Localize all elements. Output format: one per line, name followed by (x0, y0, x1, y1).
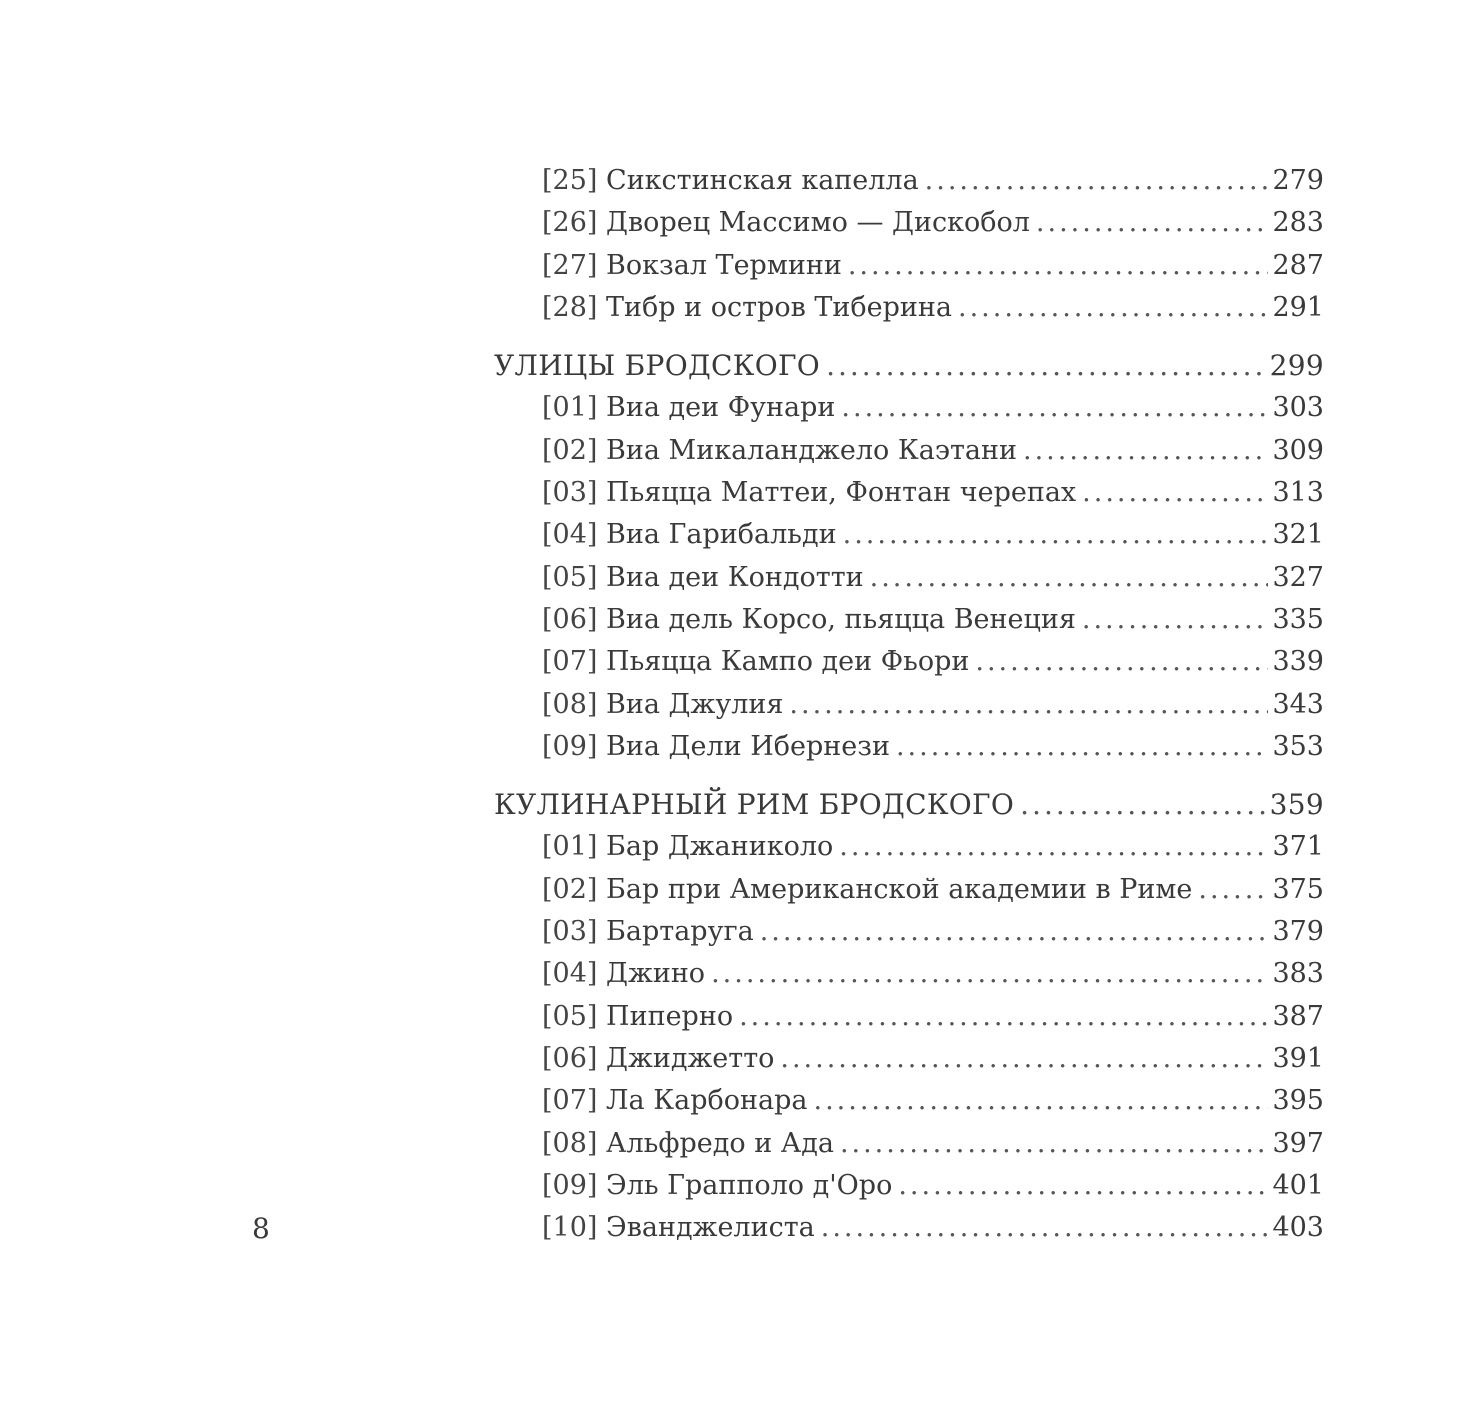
entry-page: 397 (1272, 1127, 1324, 1159)
toc-entry (494, 684, 1324, 726)
entry-page: 379 (1272, 916, 1324, 948)
dot-leader (1020, 784, 1266, 826)
dot-leader (1023, 430, 1268, 472)
entry-title: Ла Карбонара (606, 1085, 808, 1117)
dot-leader (896, 726, 1268, 768)
dot-leader (975, 641, 1268, 683)
entry-title: Сикстинская капелла (606, 165, 919, 196)
entry-number: [04] (542, 519, 598, 551)
entry-number: [03] (542, 477, 598, 509)
toc-entry (494, 387, 1324, 429)
entry-title: Пьяцца Кампо деи Фьори (606, 646, 970, 678)
toc-entry (494, 160, 1324, 202)
entry-page: 375 (1272, 873, 1324, 905)
entry-page: 343 (1272, 688, 1324, 720)
entry-title: Джиджетто (606, 1042, 775, 1074)
entry-number: [09] (542, 1169, 598, 1201)
entry-page: 391 (1272, 1042, 1324, 1074)
dot-leader (821, 1207, 1269, 1249)
toc-entry (494, 287, 1324, 329)
entry-page: 401 (1272, 1169, 1324, 1201)
dot-leader (848, 245, 1269, 287)
entry-page: 395 (1272, 1085, 1324, 1117)
toc-entry (494, 1080, 1324, 1122)
entry-page: 309 (1272, 434, 1324, 466)
entry-page: 387 (1272, 1000, 1324, 1032)
entry-number: [28] (542, 291, 598, 323)
toc-entry (494, 472, 1324, 514)
toc-entry (494, 953, 1324, 995)
entry-page: 335 (1272, 603, 1324, 635)
entry-page: 371 (1272, 831, 1324, 863)
page-number: 8 (252, 1212, 270, 1245)
entry-number: [10] (542, 1212, 598, 1244)
dot-leader (826, 345, 1266, 387)
toc-entry (494, 726, 1324, 768)
entry-title: Виа Микаланджело Каэтани (606, 434, 1017, 466)
entry-title: Бар Джаниколо (606, 831, 834, 863)
entry-title: Пиперно (606, 1000, 734, 1032)
dot-leader (870, 557, 1269, 599)
entry-number: [05] (542, 1000, 598, 1032)
entry-page: 279 (1272, 165, 1324, 196)
entry-title: Тибр и остров Тиберина (606, 291, 952, 323)
section-title: КУЛИНАРНЫЙ РИМ БРОДСКОГО (494, 788, 1015, 822)
entry-number: [06] (542, 1042, 598, 1074)
entry-title: Пьяцца Маттеи, Фонтан черепах (606, 477, 1077, 509)
toc-entry (494, 557, 1324, 599)
toc-entry (494, 869, 1324, 911)
toc-entry (494, 430, 1324, 472)
entry-title: Бартаруга (606, 916, 754, 948)
entry-number: [06] (542, 603, 598, 635)
entry-number: [08] (542, 1127, 598, 1159)
section-page: 299 (1269, 349, 1324, 383)
dot-leader (789, 684, 1268, 726)
dot-leader (760, 911, 1269, 953)
entry-title: Виа деи Кондотти (606, 561, 864, 593)
entry-number: [02] (542, 434, 598, 466)
entry-page: 403 (1272, 1212, 1324, 1244)
dot-leader (780, 1038, 1268, 1080)
entry-number: [25] (542, 165, 598, 196)
entry-page: 383 (1272, 958, 1324, 990)
dot-leader (1198, 869, 1268, 911)
entry-number: [07] (542, 1085, 598, 1117)
entry-number: [27] (542, 249, 598, 281)
toc-entry (494, 1123, 1324, 1165)
section-page: 359 (1269, 788, 1324, 822)
entry-title: Эванджелиста (606, 1212, 815, 1244)
toc-entry (494, 514, 1324, 556)
entry-title: Эль Грапполо д'Оро (606, 1169, 893, 1201)
entry-page: 313 (1272, 477, 1324, 509)
entry-title: Дворец Массимо — Дискобол (606, 207, 1030, 239)
entry-number: [02] (542, 873, 598, 905)
dot-leader (739, 996, 1268, 1038)
entry-title: Виа Джулия (606, 688, 784, 720)
dot-leader (1082, 472, 1268, 514)
dot-leader (843, 514, 1269, 556)
entry-number: [08] (542, 688, 598, 720)
toc-entry (494, 911, 1324, 953)
toc-entry (494, 599, 1324, 641)
entry-title: Виа деи Фунари (606, 392, 836, 424)
toc-entry (494, 996, 1324, 1038)
entry-title: Альфредо и Ада (606, 1127, 834, 1159)
dot-leader (814, 1080, 1269, 1122)
entry-page: 287 (1272, 249, 1324, 281)
entry-page: 283 (1272, 207, 1324, 239)
toc-entry (494, 1038, 1324, 1080)
entry-page: 339 (1272, 646, 1324, 678)
entry-title: Джино (606, 958, 706, 990)
dot-leader (840, 1123, 1269, 1165)
entry-page: 291 (1272, 291, 1324, 323)
entry-title: Виа дель Корсо, пьяцца Венеция (606, 603, 1076, 635)
toc-entry (494, 641, 1324, 683)
dot-leader (1036, 202, 1269, 244)
entry-number: [26] (542, 207, 598, 239)
entry-number: [05] (542, 561, 598, 593)
entry-page: 303 (1272, 392, 1324, 424)
entry-title: Вокзал Термини (606, 249, 842, 281)
toc-entry (494, 1165, 1324, 1207)
entry-title: Бар при Американской академии в Риме (606, 873, 1193, 905)
dot-leader (925, 160, 1269, 202)
entry-page: 327 (1272, 561, 1324, 593)
table-of-contents (494, 160, 1324, 1249)
toc-section (494, 345, 1324, 387)
toc-section (494, 784, 1324, 826)
dot-leader (839, 826, 1268, 868)
toc-entry (494, 202, 1324, 244)
toc-entry (494, 826, 1324, 868)
dot-leader (711, 953, 1268, 995)
section-title: УЛИЦЫ БРОДСКОГО (494, 349, 821, 383)
dot-leader (1082, 599, 1269, 641)
dot-leader (898, 1165, 1268, 1207)
entry-number: [01] (542, 831, 598, 863)
entry-page: 321 (1272, 519, 1324, 551)
dot-leader (841, 387, 1268, 429)
entry-page: 353 (1272, 730, 1324, 762)
entry-title: Виа Дели Ибернези (606, 730, 890, 762)
dot-leader (958, 287, 1268, 329)
entry-number: [07] (542, 646, 598, 678)
toc-entry (494, 1207, 1324, 1249)
entry-number: [01] (542, 392, 598, 424)
toc-entry (494, 245, 1324, 287)
entry-number: [04] (542, 958, 598, 990)
entry-number: [09] (542, 730, 598, 762)
entry-title: Виа Гарибальди (606, 519, 837, 551)
entry-number: [03] (542, 916, 598, 948)
